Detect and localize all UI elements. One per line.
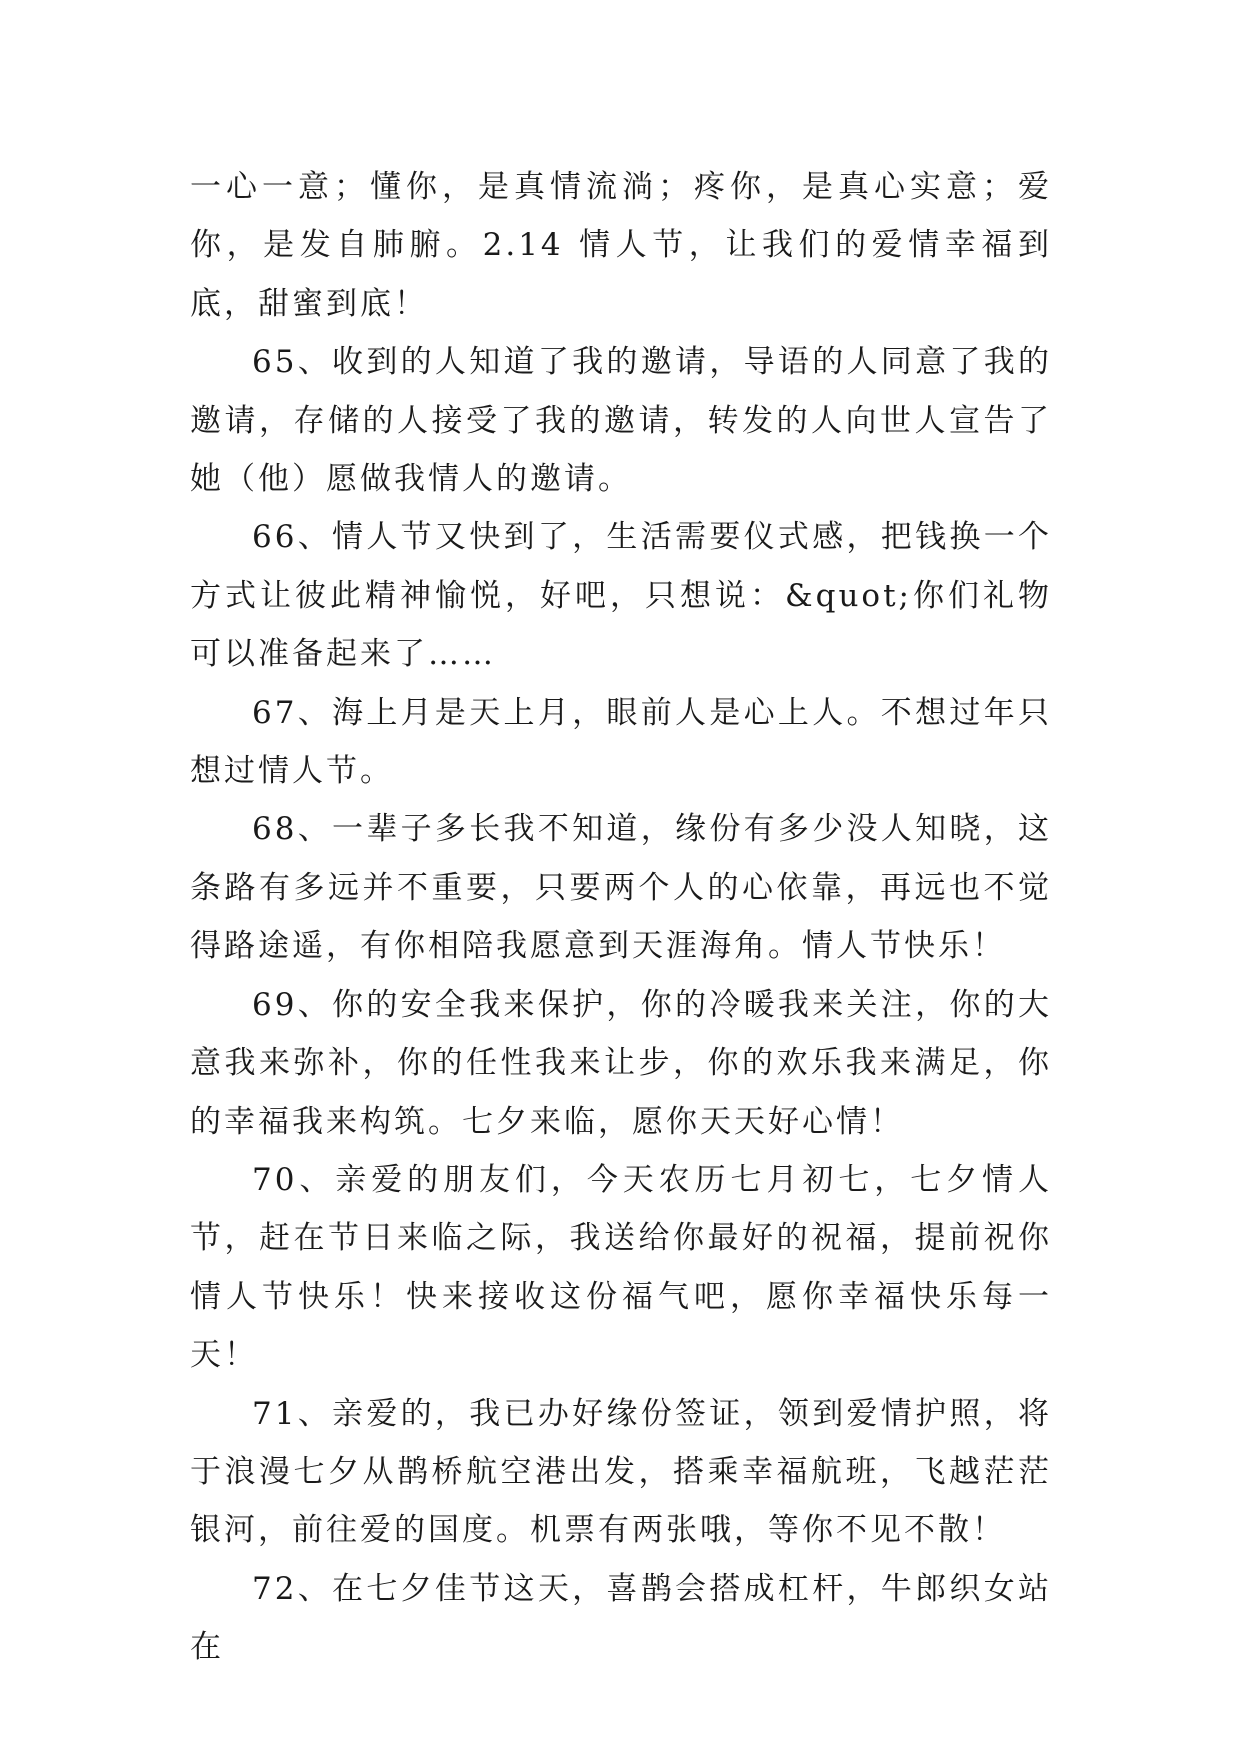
paragraph-70: 70、亲爱的朋友们，今天农历七月初七，七夕情人节，赶在节日来临之际，我送给你最好的祝福，提前祝你情人节快乐！快来接收这份福气吧，愿你幸福快乐每一天！ <box>190 1161 1052 1374</box>
paragraph-65: 65、收到的人知道了我的邀请，导语的人同意了我的邀请，存储的人接受了我的邀请，转发的人向世人宣告了她（他）愿做我情人的邀请。 <box>190 344 1052 498</box>
paragraph-71: 71、亲爱的，我已办好缘份签证，领到爱情护照，将于浪漫七夕从鹊桥航空港出发，搭乘幸福航班，飞越茫茫银河，前往爱的国度。机票有两张哦，等你不见不散！ <box>190 1395 1052 1549</box>
paragraph-72: 72、在七夕佳节这天，喜鹊会搭成杠杆，牛郎织女站在 <box>190 1570 1052 1666</box>
paragraph-68: 68、一辈子多长我不知道，缘份有多少没人知晓，这条路有多远并不重要，只要两个人的心依靠，再远也不觉得路途遥，有你相陪我愿意到天涯海角。情人节快乐！ <box>190 811 1052 965</box>
paragraph-continuation: 一心一意；懂你，是真情流淌；疼你，是真心实意；爱你，是发自肺腑。2.14 情人节，让我们的爱情幸福到底，甜蜜到底！ <box>190 169 1052 322</box>
paragraph-66: 66、情人节又快到了，生活需要仪式感，把钱换一个方式让彼此精神愉悦，好吧，只想说：&quot;你们礼物可以准备起来了…… <box>190 519 1052 673</box>
paragraph-69: 69、你的安全我来保护，你的冷暖我来关注，你的大意我来弥补，你的任性我来让步，你的欢乐我来满足，你的幸福我来构筑。七夕来临，愿你天天好心情！ <box>190 986 1052 1140</box>
paragraph-67: 67、海上月是天上月，眼前人是心上人。不想过年只想过情人节。 <box>190 694 1052 790</box>
body-text <box>190 158 1052 1677</box>
